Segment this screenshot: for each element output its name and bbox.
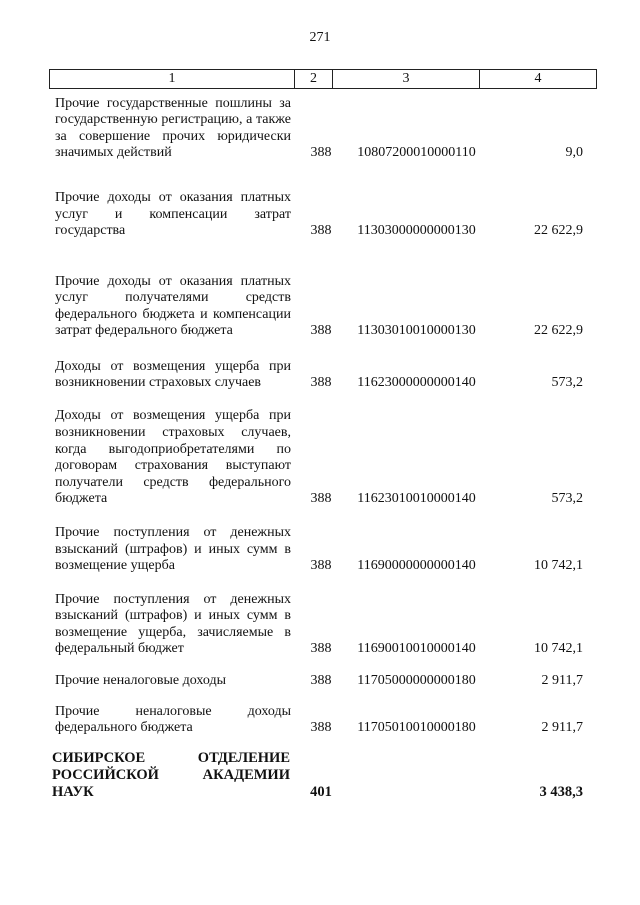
total-row — [0, 749, 640, 801]
row-description: Прочие доходы от оказания платных услуг и компенсации затрат государства — [55, 190, 291, 239]
row-amount: 2 911,7 — [541, 720, 583, 736]
row-code-chapter: 388 — [310, 223, 332, 239]
table-row — [0, 359, 640, 392]
header-col-1: 1 — [50, 70, 295, 88]
table-body — [0, 92, 640, 801]
row-description: Доходы от возмещения ущерба при возникновении страховых случаев — [55, 358, 291, 391]
row-amount: 10 742,1 — [534, 558, 583, 574]
total-code-chapter: 401 — [310, 784, 332, 801]
row-description: Прочие неналоговые доходы — [55, 673, 227, 689]
header-col-2: 2 — [295, 70, 333, 88]
table-row — [0, 408, 640, 508]
page-number: 271 — [309, 30, 331, 45]
table-row — [0, 92, 640, 162]
row-code-chapter: 388 — [310, 673, 332, 689]
row-code-chapter: 388 — [310, 558, 332, 574]
table-row — [0, 524, 640, 575]
row-amount: 22 622,9 — [534, 323, 583, 339]
table-header — [49, 69, 597, 89]
row-code-classification: 11690000000000140 — [357, 558, 476, 574]
row-amount: 2 911,7 — [541, 673, 583, 689]
row-code-chapter: 388 — [310, 491, 332, 507]
table-row — [0, 704, 640, 737]
row-description: Прочие поступления от денежных взысканий (штрафов) и иных сумм в возмещение ущерба — [55, 525, 291, 574]
row-code-classification: 10807200010000110 — [357, 145, 476, 161]
row-description: Прочие доходы от оказания платных услуг получателями средств федерального бюджета и компенсации затрат федерального бюджета — [55, 273, 291, 339]
table-row — [0, 672, 640, 690]
row-description: Прочие государственные пошлины за государственную регистрацию, а также за совершение прочих юридически значимых действий — [55, 95, 291, 161]
row-code-chapter: 388 — [310, 375, 332, 391]
row-code-chapter: 388 — [310, 720, 332, 736]
row-code-chapter: 388 — [310, 145, 332, 161]
row-description: Прочие неналоговые доходы федерального бюджета — [55, 703, 291, 736]
header-col-3: 3 — [333, 70, 480, 88]
table-row — [0, 591, 640, 658]
row-description: Прочие поступления от денежных взысканий (штрафов) и иных сумм в возмещение ущерба, зачисляемые в федеральный бюджет — [55, 591, 291, 657]
row-code-classification: 11623010010000140 — [357, 491, 476, 507]
row-code-chapter: 388 — [310, 641, 332, 657]
row-amount: 573,2 — [551, 491, 583, 507]
row-code-classification: 11303000000000130 — [357, 223, 476, 239]
row-code-classification: 11623000000000140 — [357, 375, 476, 391]
row-code-classification: 11690010010000140 — [357, 641, 476, 657]
row-description: Доходы от возмещения ущерба при возникновении страховых случаев, когда выгодоприобретателями по договорам страхования выступают получатели средств федерального бюджета — [55, 408, 291, 507]
row-code-classification: 11705010010000180 — [357, 720, 476, 736]
total-amount: 3 438,3 — [539, 784, 583, 801]
table-row — [0, 256, 640, 340]
row-amount: 9,0 — [565, 145, 583, 161]
total-description: СИБИРСКОЕ ОТДЕЛЕНИЕ РОССИЙСКОЙ АКАДЕМИИ НАУК — [52, 750, 290, 800]
row-code-classification: 11705000000000180 — [357, 673, 476, 689]
row-amount: 10 742,1 — [534, 641, 583, 657]
row-code-classification: 11303010010000130 — [357, 323, 476, 339]
header-col-4: 4 — [534, 71, 542, 86]
row-amount: 573,2 — [551, 375, 583, 391]
table-row — [0, 178, 640, 240]
row-code-chapter: 388 — [310, 323, 332, 339]
row-amount: 22 622,9 — [534, 223, 583, 239]
